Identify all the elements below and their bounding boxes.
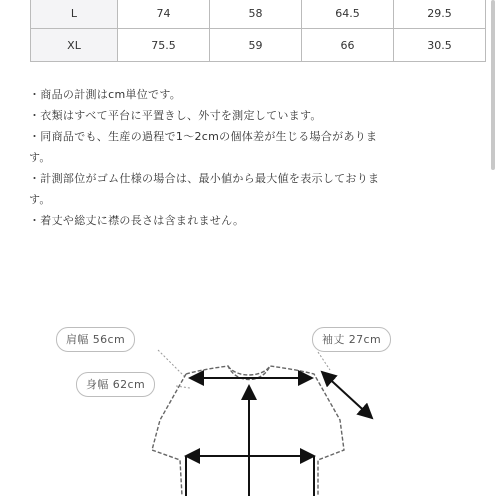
note-line: ・計測部位がゴム仕様の場合は、最小値から最大値を表示しておりま: [29, 172, 380, 185]
note-line: ・商品の計測はcm単位です。: [29, 88, 182, 101]
table-row: [31, 0, 486, 29]
shoulder-width-label: 肩幅 56cm: [56, 327, 135, 352]
tshirt-diagram: [0, 310, 496, 496]
shoulder-cell: 58: [210, 0, 302, 29]
body-width-label: 身幅 62cm: [76, 372, 155, 397]
scrollbar[interactable]: [491, 0, 495, 170]
width-cell: 66: [302, 29, 394, 62]
sleeve-cell: 30.5: [394, 29, 486, 62]
note-line: す。: [29, 151, 51, 164]
length-cell: 74: [118, 0, 210, 29]
sleeve-length-label: 袖丈 27cm: [312, 327, 391, 352]
sleeve-cell: 29.5: [394, 0, 486, 29]
measurement-notes: [29, 84, 469, 231]
size-cell: L: [31, 0, 118, 29]
note-line: ・同商品でも、生産の過程で1〜2cmの個体差が生じる場合がありま: [29, 130, 378, 143]
leader-lines: [158, 350, 330, 388]
note-line: ・着丈や総丈に襟の長さは含まれません。: [29, 214, 245, 227]
width-cell: 64.5: [302, 0, 394, 29]
shoulder-cell: 59: [210, 29, 302, 62]
sleeve-arrow: [322, 372, 372, 418]
size-cell: XL: [31, 29, 118, 62]
table-row: [31, 29, 486, 62]
note-line: ・衣類はすべて平台に平置きし、外寸を測定しています。: [29, 109, 322, 122]
note-line: す。: [29, 193, 51, 206]
length-cell: 75.5: [118, 29, 210, 62]
size-table: [30, 0, 486, 62]
